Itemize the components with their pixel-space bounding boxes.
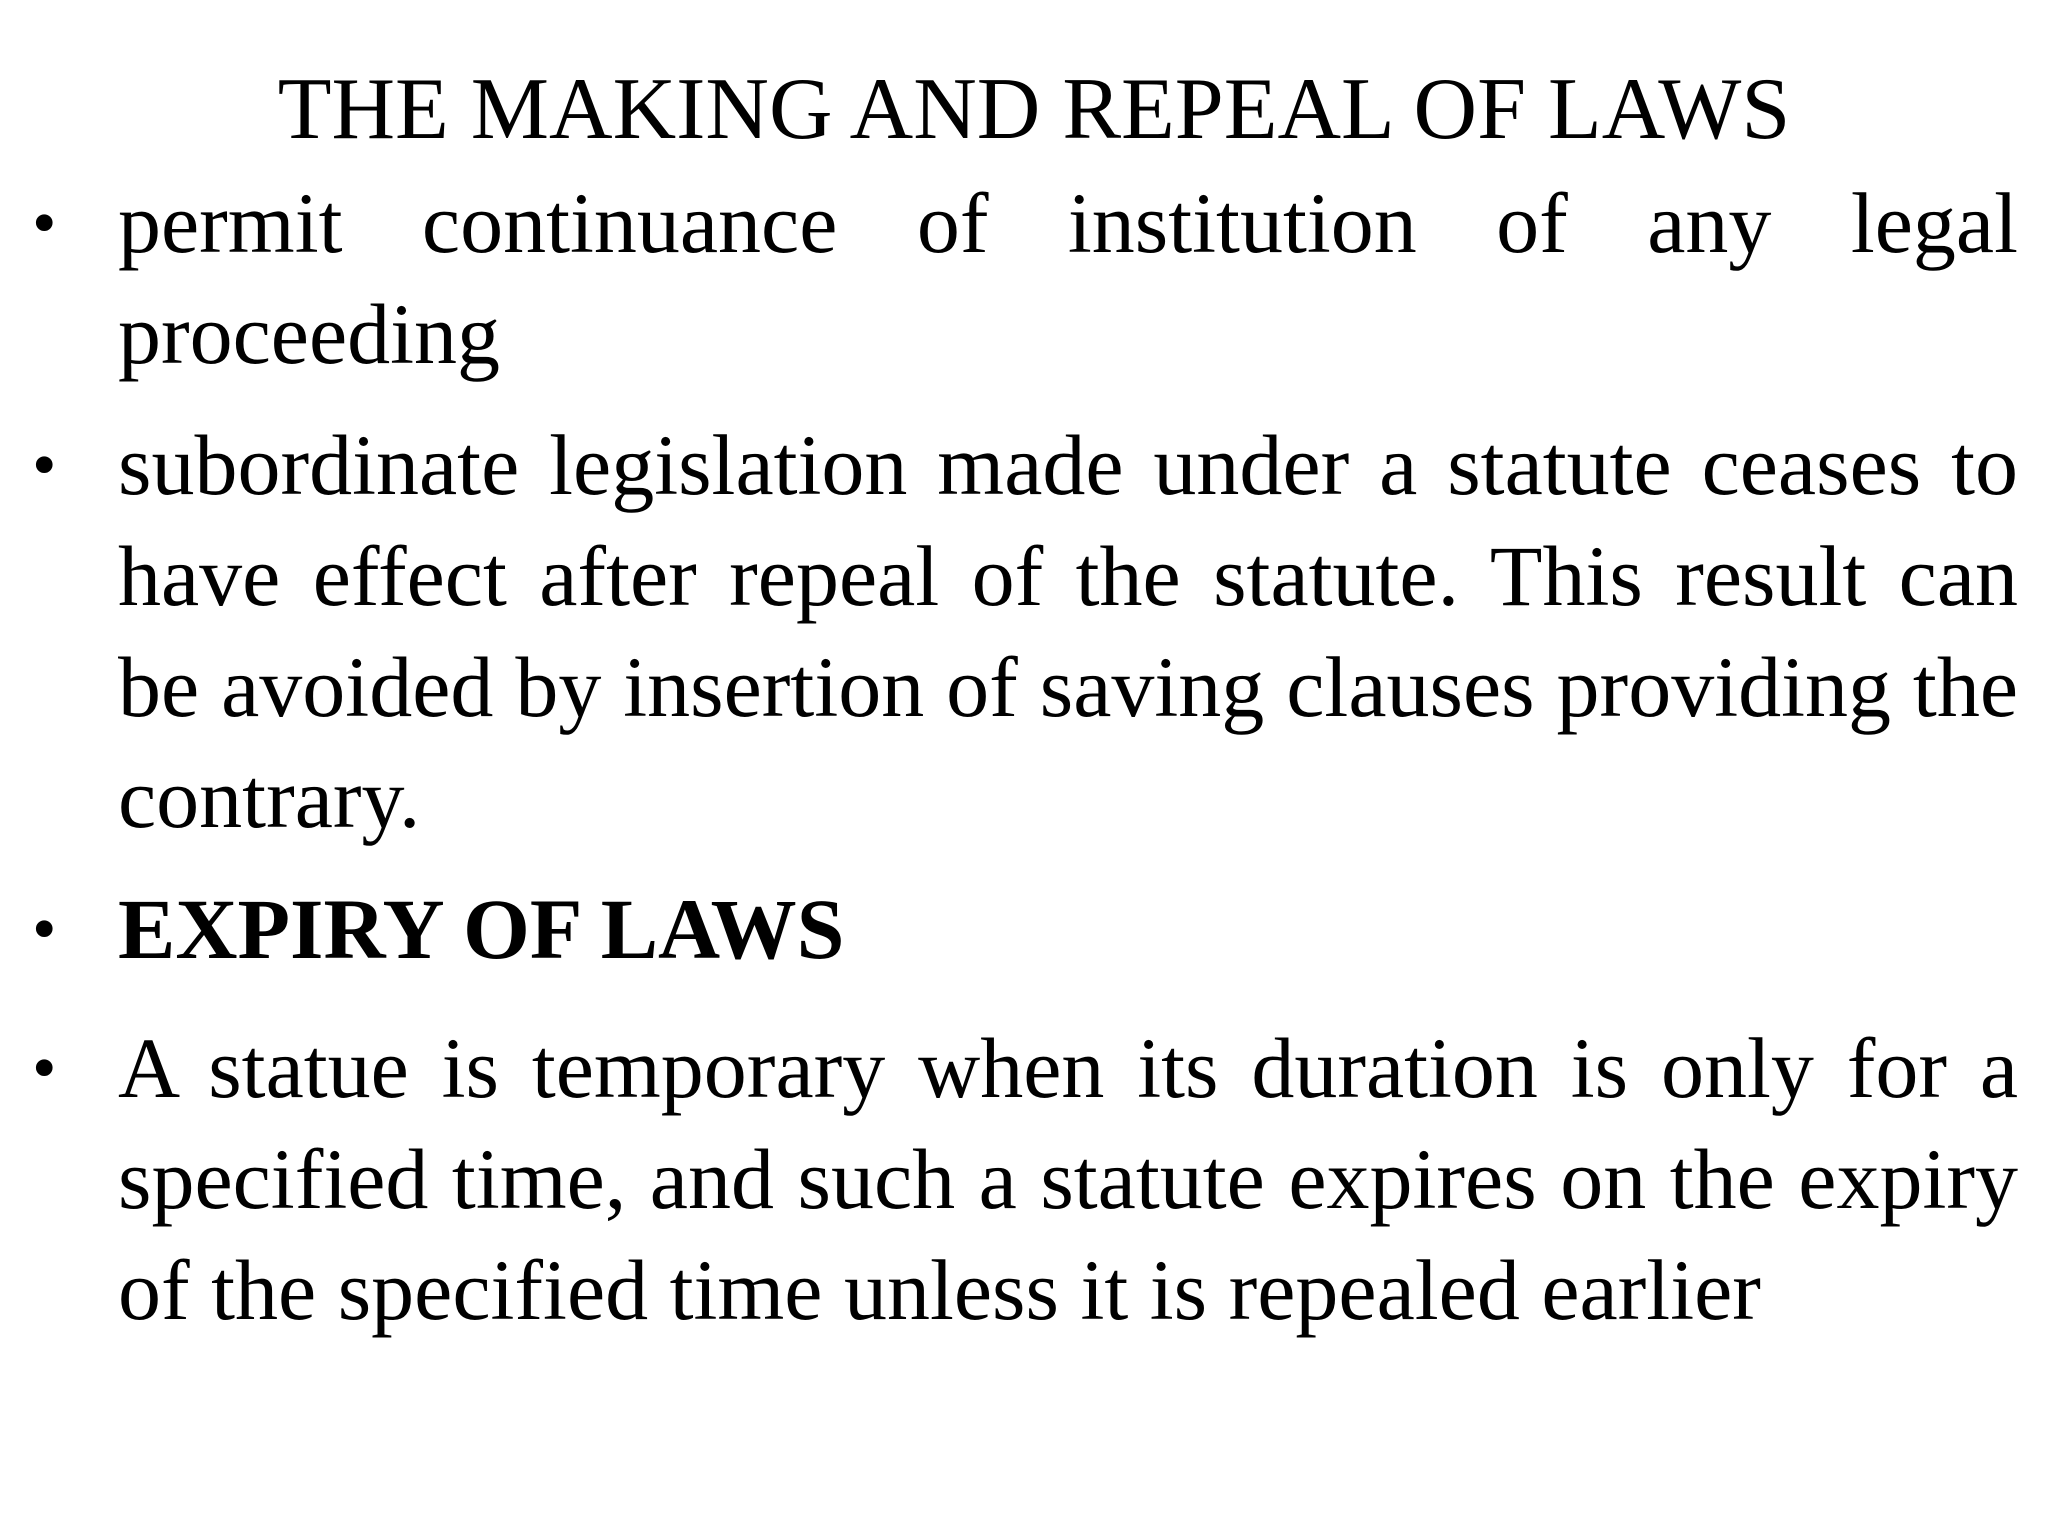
bullet-icon: • <box>32 1030 57 1107</box>
bullet-item-4 <box>28 1013 2018 1346</box>
bullet-text: permit continuance of institution of any legal proceeding <box>118 175 2018 382</box>
bullet-list <box>28 168 2018 1366</box>
bullet-item-3 <box>28 874 2018 985</box>
bullet-item-2 <box>28 410 2018 854</box>
bullet-item-1 <box>28 168 2018 390</box>
bullet-text: A statue is temporary when its duration is only for a specified time, and such a statute expires on the expiry of the specified time unless it is repealed earlier <box>118 1020 2018 1338</box>
bullet-icon: • <box>32 427 57 504</box>
section-heading-expiry: EXPIRY OF LAWS <box>118 881 845 977</box>
bullet-text: subordinate legislation made under a statute ceases to have effect after repeal of the statute. This result can be avoided by insertion of saving clauses providing the contrary. <box>118 417 2018 846</box>
bullet-icon: • <box>32 891 57 968</box>
bullet-icon: • <box>32 185 57 262</box>
slide-title: THE MAKING AND REPEAL OF LAWS <box>277 61 1791 158</box>
